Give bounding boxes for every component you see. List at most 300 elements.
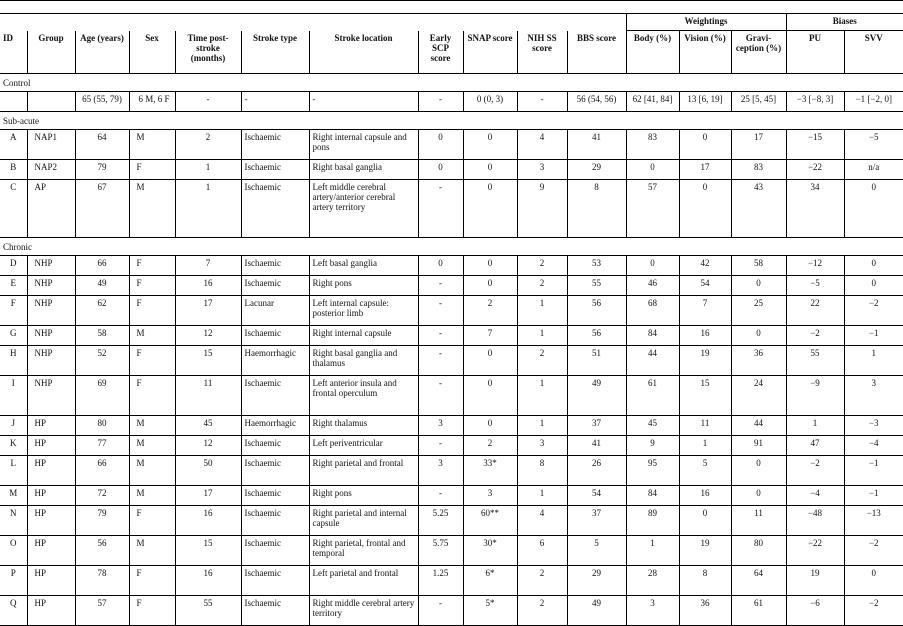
table-cell: 29 [567, 566, 626, 596]
table-cell: 83 [731, 160, 786, 180]
table-cell: 50 [175, 456, 241, 486]
table-cell: 33* [463, 456, 517, 486]
table-cell: 1 [517, 326, 567, 346]
table-cell: Right internal capsule [309, 326, 418, 346]
table-cell: A [0, 130, 27, 160]
group-header-row [0, 14, 903, 31]
table-cell: 56 [567, 296, 626, 326]
table-cell: 34 [786, 180, 844, 238]
table-cell: NAP2 [27, 160, 75, 180]
table-cell: Ischaemic [241, 436, 309, 456]
table-cell: 56 [567, 326, 626, 346]
column-header: Vision (%) [679, 31, 731, 74]
table-cell: 80 [731, 536, 786, 566]
table-cell: 47 [786, 436, 844, 456]
table-cell: Left anterior insula and frontal operculum [309, 376, 418, 416]
table-cell: −5 [786, 276, 844, 296]
table-cell: −12 [786, 256, 844, 276]
table-cell: Lacunar [241, 296, 309, 326]
table-cell: 22 [786, 296, 844, 326]
table-cell: F [129, 296, 175, 326]
table-cell: −4 [786, 486, 844, 506]
table-cell: J [0, 416, 27, 436]
table-cell: Ischaemic [241, 130, 309, 160]
table-cell: 11 [731, 506, 786, 536]
table-cell: M [129, 486, 175, 506]
table-cell: 1 [175, 180, 241, 238]
table-cell: NHP [27, 326, 75, 346]
column-header: Sex [129, 31, 175, 74]
table-cell: 3 [517, 436, 567, 456]
column-header: PU [786, 31, 844, 74]
table-row [0, 276, 903, 296]
table-cell: 11 [175, 376, 241, 416]
table-cell: 16 [679, 486, 731, 506]
table-cell: 0 [626, 160, 679, 180]
table-cell: Left parietal and frontal [309, 566, 418, 596]
table-cell: 7 [463, 326, 517, 346]
table-cell: 0 [844, 180, 903, 238]
table-cell: 84 [626, 326, 679, 346]
table-cell: N [0, 506, 27, 536]
table-cell: −1 [844, 486, 903, 506]
section-label: Chronic [0, 238, 903, 256]
table-cell: 0 [731, 326, 786, 346]
table-row [0, 92, 903, 112]
table-cell: 3 [418, 456, 463, 486]
table-cell: Q [0, 596, 27, 626]
table-cell: 79 [75, 160, 129, 180]
table-cell: 0 [679, 130, 731, 160]
table-cell: 54 [567, 486, 626, 506]
table-cell: 17 [731, 130, 786, 160]
column-header: BBS score [567, 31, 626, 74]
table-cell: 3 [844, 376, 903, 416]
table-cell: Right parietal and internal capsule [309, 506, 418, 536]
table-cell: 6 [517, 536, 567, 566]
table-row [0, 326, 903, 346]
table-cell: 66 [75, 256, 129, 276]
table-cell: Ischaemic [241, 536, 309, 566]
table-cell: Ischaemic [241, 180, 309, 238]
table-cell: 57 [626, 180, 679, 238]
table-cell: 0 [731, 486, 786, 506]
table-cell: 0 [463, 130, 517, 160]
table-cell: −2 [844, 536, 903, 566]
table-cell: 6 M, 6 F [129, 92, 175, 112]
table-cell: 5 [567, 536, 626, 566]
table-cell: 91 [731, 436, 786, 456]
table-cell: Left basal ganglia [309, 256, 418, 276]
table-cell: Ischaemic [241, 326, 309, 346]
table-cell: M [129, 326, 175, 346]
table-cell: - [418, 326, 463, 346]
table-cell: 2 [517, 276, 567, 296]
table-cell: −1 [844, 456, 903, 486]
table-cell: 0 [418, 130, 463, 160]
table-cell: 1 [517, 376, 567, 416]
table-cell: 5.25 [418, 506, 463, 536]
table-cell: 0 [463, 256, 517, 276]
table-cell: −22 [786, 536, 844, 566]
table-cell: 17 [679, 160, 731, 180]
table-cell: E [0, 276, 27, 296]
table-cell: 44 [626, 346, 679, 376]
table-cell: - [418, 486, 463, 506]
table-cell: 12 [175, 436, 241, 456]
table-cell: 55 [567, 276, 626, 296]
table-cell: 19 [679, 536, 731, 566]
table-cell: 2 [517, 596, 567, 626]
table-cell: 53 [567, 256, 626, 276]
table-cell: 43 [731, 180, 786, 238]
table-cell: Ischaemic [241, 160, 309, 180]
table-cell: M [129, 436, 175, 456]
table-cell: −6 [786, 596, 844, 626]
table-cell: 0 (0, 3) [463, 92, 517, 112]
section-row [0, 112, 903, 130]
table-cell: 25 [731, 296, 786, 326]
table-cell: C [0, 180, 27, 238]
column-header: Body (%) [626, 31, 679, 74]
table-cell: 54 [679, 276, 731, 296]
table-cell: M [129, 130, 175, 160]
table-cell: 56 [75, 536, 129, 566]
table-cell: 68 [626, 296, 679, 326]
table-cell: HP [27, 566, 75, 596]
table-cell: −3 [−8, 3] [786, 92, 844, 112]
table-cell: 0 [418, 160, 463, 180]
table-cell: Ischaemic [241, 486, 309, 506]
table-cell: 11 [679, 416, 731, 436]
table-cell: Right middle cerebral artery territory [309, 596, 418, 626]
table-cell: −4 [844, 436, 903, 456]
table-cell: 3 [463, 486, 517, 506]
table-row [0, 376, 903, 416]
table-cell: −9 [786, 376, 844, 416]
section-label: Sub-acute [0, 112, 903, 130]
table-cell: −48 [786, 506, 844, 536]
table-cell: 19 [786, 566, 844, 596]
column-header: Age (years) [75, 31, 129, 74]
table-row [0, 596, 903, 626]
table-cell: K [0, 436, 27, 456]
table-cell: Ischaemic [241, 566, 309, 596]
table-cell: 19 [679, 346, 731, 376]
section-row [0, 74, 903, 92]
table-cell: 3 [418, 416, 463, 436]
table-cell: Ischaemic [241, 596, 309, 626]
table-cell: F [0, 296, 27, 326]
column-header: Stroke location [309, 31, 418, 74]
table-cell: O [0, 536, 27, 566]
table-cell: 41 [567, 130, 626, 160]
table-cell: 0 [463, 376, 517, 416]
table-cell: 17 [175, 486, 241, 506]
table-cell: 2 [517, 346, 567, 376]
table-cell: - [418, 596, 463, 626]
table-cell: 16 [175, 276, 241, 296]
table-cell: 55 [175, 596, 241, 626]
table-cell: - [175, 92, 241, 112]
table-cell: 15 [679, 376, 731, 416]
column-header: Group [27, 31, 75, 74]
table-cell: 1 [844, 346, 903, 376]
table-cell: 7 [175, 256, 241, 276]
table-cell: 49 [75, 276, 129, 296]
table-cell: −2 [786, 326, 844, 346]
table-row [0, 536, 903, 566]
table-cell: - [418, 92, 463, 112]
table-cell: Left internal capsule: posterior limb [309, 296, 418, 326]
table-cell: 8 [679, 566, 731, 596]
table-cell: - [418, 436, 463, 456]
section-row [0, 238, 903, 256]
table-row [0, 130, 903, 160]
table-cell: −3 [844, 416, 903, 436]
table-cell: −2 [844, 296, 903, 326]
table-cell [0, 92, 27, 112]
table-cell: 49 [567, 596, 626, 626]
table-cell: 46 [626, 276, 679, 296]
table-cell: F [129, 256, 175, 276]
table-cell: 1 [517, 296, 567, 326]
table-cell: 52 [75, 346, 129, 376]
table-cell: 0 [463, 416, 517, 436]
table-cell: 26 [567, 456, 626, 486]
column-header: NIH SS score [517, 31, 567, 74]
table-cell: 95 [626, 456, 679, 486]
table-cell: 2 [175, 130, 241, 160]
table-cell: 9 [626, 436, 679, 456]
table-cell: 7 [679, 296, 731, 326]
table-cell: 57 [75, 596, 129, 626]
table-cell: 0 [731, 276, 786, 296]
table-cell: 24 [731, 376, 786, 416]
table-cell: F [129, 276, 175, 296]
table-cell: 69 [75, 376, 129, 416]
biases-group-header: Biases [786, 14, 903, 31]
table-cell: NHP [27, 256, 75, 276]
table-body [0, 74, 903, 626]
table-cell: 15 [175, 346, 241, 376]
table-cell: 2 [463, 436, 517, 456]
table-cell: F [129, 376, 175, 416]
table-cell: F [129, 566, 175, 596]
table-cell [27, 92, 75, 112]
table-cell: 28 [626, 566, 679, 596]
table-cell: −2 [786, 456, 844, 486]
table-cell: 83 [626, 130, 679, 160]
table-cell: M [0, 486, 27, 506]
column-header: Time post-stroke (months) [175, 31, 241, 74]
table-row [0, 436, 903, 456]
table-row [0, 566, 903, 596]
table-cell: NAP1 [27, 130, 75, 160]
table-cell: 5* [463, 596, 517, 626]
table-cell: 78 [75, 566, 129, 596]
table-cell: 4 [517, 506, 567, 536]
table-cell: NHP [27, 296, 75, 326]
column-header: ID [0, 31, 27, 74]
table-cell: Right parietal and frontal [309, 456, 418, 486]
table-cell: 29 [567, 160, 626, 180]
table-cell: - [418, 180, 463, 238]
table-cell: 67 [75, 180, 129, 238]
table-cell: 2 [517, 566, 567, 596]
table-cell: 72 [75, 486, 129, 506]
table-cell: 65 (55, 79) [75, 92, 129, 112]
table-cell: 17 [175, 296, 241, 326]
table-cell: 41 [567, 436, 626, 456]
table-cell: M [129, 180, 175, 238]
table-cell: Right basal ganglia and thalamus [309, 346, 418, 376]
table-cell: 6* [463, 566, 517, 596]
table-cell: F [129, 160, 175, 180]
table-cell: HP [27, 596, 75, 626]
table-cell: 16 [175, 506, 241, 536]
table-cell: G [0, 326, 27, 346]
table-cell: 8 [517, 456, 567, 486]
column-header: SVV [844, 31, 903, 74]
table-cell: NHP [27, 346, 75, 376]
table-cell: 0 [844, 256, 903, 276]
table-cell: Right parietal, frontal and temporal [309, 536, 418, 566]
table-row [0, 486, 903, 506]
table-cell: 1 [626, 536, 679, 566]
table-cell: Ischaemic [241, 376, 309, 416]
table-cell: Ischaemic [241, 506, 309, 536]
table-cell: 1 [517, 486, 567, 506]
table-cell: HP [27, 456, 75, 486]
table-cell: 42 [679, 256, 731, 276]
table-cell: 8 [567, 180, 626, 238]
table-cell: - [418, 276, 463, 296]
table-cell: 77 [75, 436, 129, 456]
table-row [0, 160, 903, 180]
table-cell: - [418, 346, 463, 376]
column-header: SNAP score [463, 31, 517, 74]
section-label: Control [0, 74, 903, 92]
table-cell: 2 [463, 296, 517, 326]
table-cell: 66 [75, 456, 129, 486]
table-cell: 2 [517, 256, 567, 276]
table-cell: Right pons [309, 276, 418, 296]
table-cell: 0 [844, 566, 903, 596]
table-cell: 9 [517, 180, 567, 238]
table-cell: 84 [626, 486, 679, 506]
table-cell: −2 [844, 596, 903, 626]
table-cell: F [129, 506, 175, 536]
table-cell: −13 [844, 506, 903, 536]
table-cell: M [129, 416, 175, 436]
table-cell: 62 [75, 296, 129, 326]
table-cell: Haemorrhagic [241, 346, 309, 376]
table-cell: −1 [844, 326, 903, 346]
table-cell: 0 [463, 160, 517, 180]
table-row [0, 456, 903, 486]
table-cell: n/a [844, 160, 903, 180]
table-cell: Right thalamus [309, 416, 418, 436]
table-cell: Right basal ganglia [309, 160, 418, 180]
table-cell: 61 [626, 376, 679, 416]
table-cell: 0 [418, 256, 463, 276]
table-cell: 1 [517, 416, 567, 436]
table-cell: HP [27, 486, 75, 506]
table-cell: F [129, 596, 175, 626]
table-cell: 61 [731, 596, 786, 626]
table-cell: 0 [679, 180, 731, 238]
table-cell: 55 [786, 346, 844, 376]
table-row [0, 506, 903, 536]
column-header: Stroke type [241, 31, 309, 74]
table-cell: F [129, 346, 175, 376]
table-cell: 62 [41, 84] [626, 92, 679, 112]
table-cell: - [517, 92, 567, 112]
table-cell: HP [27, 436, 75, 456]
table-cell: D [0, 256, 27, 276]
table-cell: 1 [786, 416, 844, 436]
table-cell: 0 [626, 256, 679, 276]
table-cell: 80 [75, 416, 129, 436]
table-cell: −1 [−2, 0] [844, 92, 903, 112]
table-cell: 89 [626, 506, 679, 536]
table-cell: 44 [731, 416, 786, 436]
table-cell: 15 [175, 536, 241, 566]
table-cell: 0 [731, 456, 786, 486]
table-row [0, 296, 903, 326]
table-cell: 0 [463, 346, 517, 376]
table-cell: 0 [463, 276, 517, 296]
table-cell: NHP [27, 276, 75, 296]
table-cell: 30* [463, 536, 517, 566]
table-cell: HP [27, 536, 75, 566]
table-cell: 51 [567, 346, 626, 376]
table-cell: H [0, 346, 27, 376]
table-row [0, 416, 903, 436]
weightings-group-header: Weightings [626, 14, 786, 31]
table-cell: M [129, 456, 175, 486]
table-row [0, 346, 903, 376]
table-cell: 64 [731, 566, 786, 596]
table-cell: 0 [679, 506, 731, 536]
table-cell: Right internal capsule and pons [309, 130, 418, 160]
table-cell: HP [27, 416, 75, 436]
table-cell: L [0, 456, 27, 486]
table-cell: Ischaemic [241, 256, 309, 276]
table-cell: 1 [679, 436, 731, 456]
table-cell: 4 [517, 130, 567, 160]
table-cell: Right pons [309, 486, 418, 506]
table-cell: 16 [175, 566, 241, 596]
table-cell: −22 [786, 160, 844, 180]
table-cell: 1 [175, 160, 241, 180]
table-row [0, 180, 903, 238]
table-cell: 0 [844, 276, 903, 296]
table-cell: Ischaemic [241, 276, 309, 296]
table-cell: 56 (54, 56) [567, 92, 626, 112]
table-cell: 64 [75, 130, 129, 160]
table-row [0, 256, 903, 276]
table-cell: 58 [731, 256, 786, 276]
table-cell: - [241, 92, 309, 112]
table-cell: HP [27, 506, 75, 536]
table-cell: 79 [75, 506, 129, 536]
column-header: Gravi-ception (%) [731, 31, 786, 74]
table-cell: Left middle cerebral artery/anterior cerebral artery territory [309, 180, 418, 238]
table-cell: 36 [731, 346, 786, 376]
column-header: Early SCP score [418, 31, 463, 74]
